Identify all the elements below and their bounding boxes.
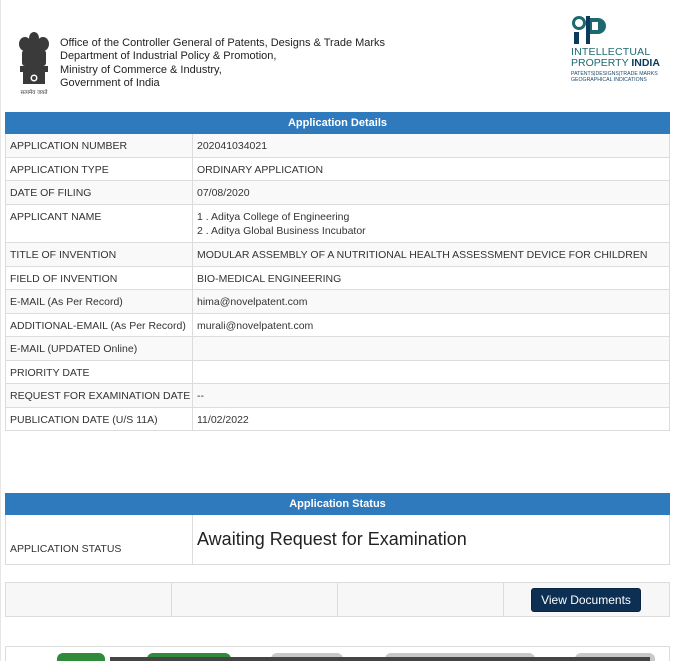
table-row <box>5 337 670 361</box>
national-emblem-icon <box>14 30 54 96</box>
page-header <box>14 28 674 100</box>
row-label: FIELD OF INVENTION <box>6 267 193 289</box>
table-row <box>5 158 670 181</box>
row-value <box>193 361 669 383</box>
row-value: 11/02/2022 <box>197 414 249 426</box>
row-label: APPLICANT NAME <box>6 205 193 242</box>
status-row <box>5 515 670 565</box>
row-value: murali@novelpatent.com <box>197 320 314 332</box>
row-value: hima@novelpatent.com <box>197 296 308 308</box>
row-value: MODULAR ASSEMBLY OF A NUTRITIONAL HEALTH ASSESSMENT DEVICE FOR CHILDREN <box>197 249 648 261</box>
table-row <box>5 267 670 290</box>
docbar-cell <box>6 583 172 616</box>
row-label: PRIORITY DATE <box>6 361 193 383</box>
row-value: 202041034021 <box>197 140 268 152</box>
table-row <box>5 384 670 408</box>
table-row <box>5 314 670 337</box>
row-label: TITLE OF INVENTION <box>6 243 193 266</box>
docbar-cell <box>338 583 504 616</box>
office-line: Department of Industrial Policy & Promotion, <box>60 50 277 63</box>
row-label: DATE OF FILING <box>6 181 193 204</box>
ipi-line3: PATENTS|DESIGNS|TRADE MARKS <box>571 71 658 77</box>
ipi-line2-a: PROPERTY <box>571 57 632 69</box>
table-row <box>5 181 670 205</box>
status-label: APPLICATION STATUS <box>6 515 193 564</box>
table-row <box>5 205 670 243</box>
office-line: Ministry of Commerce & Industry, <box>60 63 222 76</box>
status-value: Awaiting Request for Examination <box>197 529 467 549</box>
table-row <box>5 408 670 431</box>
ipi-line1: INTELLECTUAL <box>571 46 651 58</box>
view-documents-button[interactable]: View Documents <box>531 588 641 612</box>
row-label: APPLICATION NUMBER <box>6 134 193 157</box>
application-details-table <box>5 112 670 431</box>
row-value <box>193 337 669 360</box>
table-row <box>5 134 670 158</box>
ipi-line2 <box>571 58 660 69</box>
ip-india-logo <box>570 14 670 92</box>
table-row <box>5 243 670 267</box>
documents-bar <box>5 582 670 617</box>
row-value: -- <box>197 390 204 402</box>
ipi-line4: GEOGRAPHICAL INDICATIONS <box>571 77 647 83</box>
emblem-caption: सत्यमेव जयते <box>20 90 48 96</box>
row-label: APPLICATION TYPE <box>6 158 193 180</box>
applicant-names <box>193 205 669 242</box>
row-label: E-MAIL (As Per Record) <box>6 290 193 313</box>
ip-india-mark-icon <box>572 14 608 46</box>
row-label: ADDITIONAL-EMAIL (As Per Record) <box>6 314 193 336</box>
office-line: Office of the Controller General of Patents, Designs & Trade Marks <box>60 37 386 49</box>
horizontal-scrollbar[interactable] <box>110 657 650 661</box>
row-value: ORDINARY APPLICATION <box>197 164 324 176</box>
bottom-tab[interactable] <box>57 653 105 661</box>
application-details-heading: Application Details <box>5 112 670 134</box>
row-label: E-MAIL (UPDATED Online) <box>6 337 193 360</box>
application-status-heading: Application Status <box>5 493 670 515</box>
table-row <box>5 361 670 384</box>
details-rows <box>5 134 670 431</box>
docbar-cell <box>172 583 338 616</box>
ipi-line2-b: INDIA <box>631 57 660 69</box>
applicant-name-2: 2 . Aditya Global Business Incubator <box>197 225 366 237</box>
row-value: 07/08/2020 <box>197 187 250 199</box>
table-row <box>5 290 670 314</box>
docbar-cell <box>504 583 669 616</box>
row-label: REQUEST FOR EXAMINATION DATE <box>6 384 193 407</box>
office-name-block <box>60 37 385 91</box>
office-line: Government of India <box>60 77 160 90</box>
application-status-table <box>5 493 670 565</box>
row-value: BIO-MEDICAL ENGINEERING <box>197 273 342 285</box>
row-label: PUBLICATION DATE (U/S 11A) <box>6 408 193 430</box>
ipi-tagline <box>571 71 658 83</box>
applicant-name-1: 1 . Aditya College of Engineering <box>197 211 350 223</box>
